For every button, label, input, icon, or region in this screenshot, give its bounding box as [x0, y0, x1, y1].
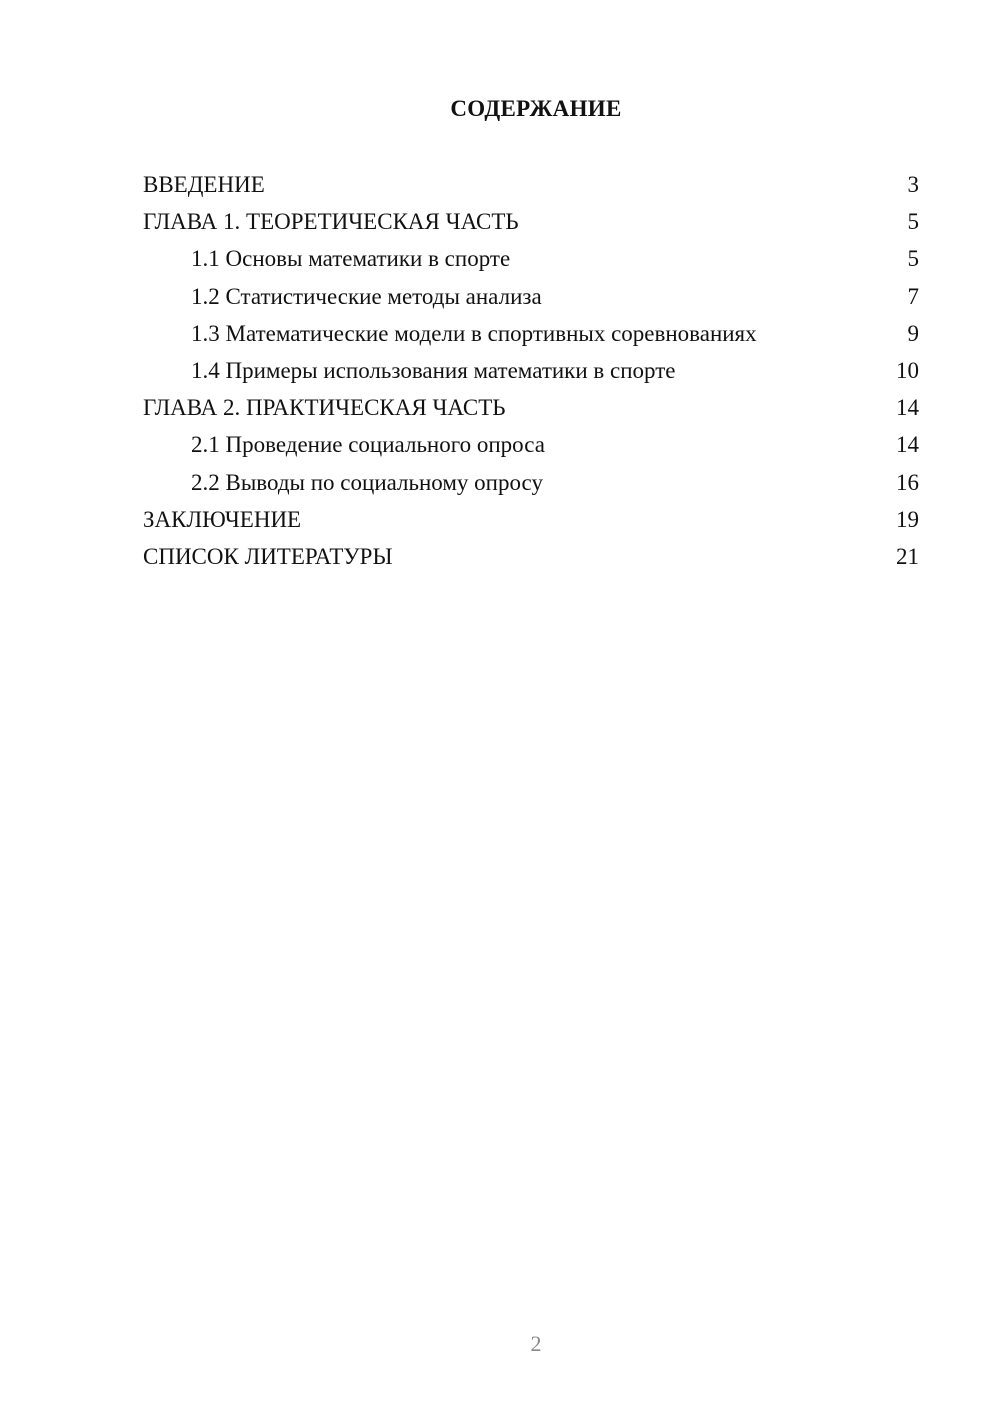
toc-entry-label: 1.4 Примеры использования математики в спорте — [191, 357, 676, 383]
toc-entry-page: 10 — [896, 357, 919, 383]
toc-entry-section-1-2 — [143, 278, 919, 315]
toc-entry-label: СПИСОК ЛИТЕРАТУРЫ — [143, 543, 393, 569]
toc-entry-label: 2.1 Проведение социального опроса — [191, 432, 545, 458]
toc-entry-section-1-1 — [143, 240, 919, 277]
toc-entry-chapter-2 — [143, 389, 919, 426]
toc-entry-page: 16 — [896, 469, 919, 495]
toc-entry-page: 3 — [907, 172, 919, 197]
toc-entry-introduction — [143, 166, 919, 203]
toc-title: СОДЕРЖАНИЕ — [450, 96, 622, 121]
toc-entry-label: 1.1 Основы математики в спорте — [191, 246, 511, 272]
toc-entry-page: 7 — [907, 283, 919, 309]
page-number: 2 — [530, 1331, 542, 1356]
toc-entry-label: ВВЕДЕНИЕ — [143, 172, 265, 197]
toc-entry-references — [143, 538, 919, 575]
toc-entry-chapter-1 — [143, 203, 919, 240]
toc-entry-label: ГЛАВА 2. ПРАКТИЧЕСКАЯ ЧАСТЬ — [143, 395, 506, 421]
toc-entry-label: 1.2 Статистические методы анализа — [191, 283, 542, 309]
toc-entry-page: 21 — [896, 543, 919, 569]
toc-entry-page: 9 — [907, 320, 919, 346]
toc-entry-conclusion — [143, 501, 919, 538]
toc-entry-label: 1.3 Математические модели в спортивных соревнованиях — [191, 320, 757, 346]
toc-entry-page: 19 — [896, 506, 919, 532]
toc-entry-page: 14 — [896, 432, 919, 458]
toc-entry-section-2-2 — [143, 464, 919, 501]
toc-entry-label: ГЛАВА 1. ТЕОРЕТИЧЕСКАЯ ЧАСТЬ — [143, 209, 519, 235]
toc-entry-page: 5 — [907, 246, 919, 272]
toc-entry-page: 14 — [896, 395, 919, 421]
table-of-contents — [143, 166, 919, 575]
toc-entry-section-2-1 — [143, 426, 919, 463]
toc-entry-page: 5 — [907, 209, 919, 235]
toc-entry-label: 2.2 Выводы по социальному опросу — [191, 469, 543, 495]
toc-entry-label: ЗАКЛЮЧЕНИЕ — [143, 506, 302, 532]
toc-entry-section-1-4 — [143, 352, 919, 389]
toc-entry-section-1-3 — [143, 315, 919, 352]
